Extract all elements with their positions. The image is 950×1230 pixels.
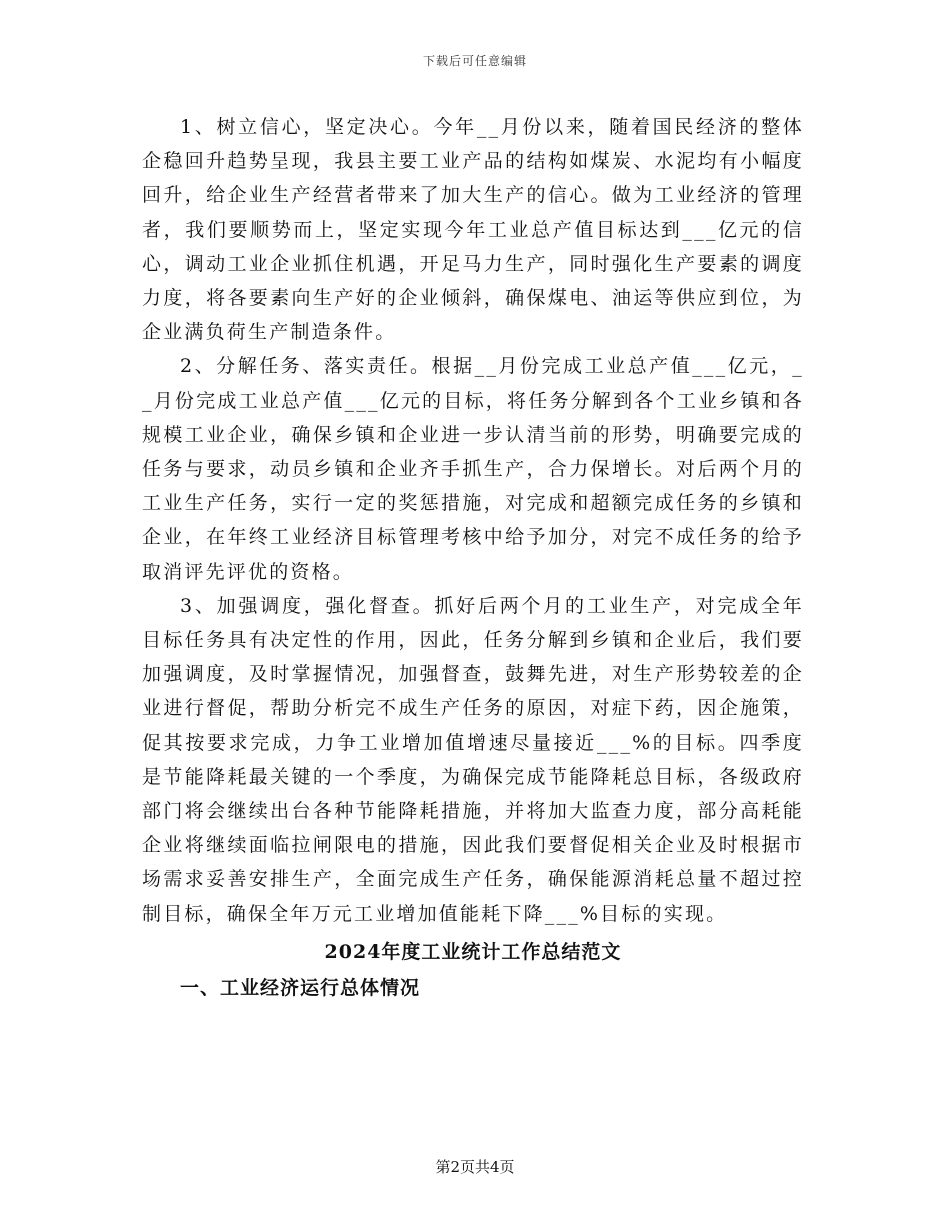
document-body bbox=[142, 110, 804, 1005]
section-heading: 一、工业经济运行总体情况 bbox=[180, 976, 421, 999]
page-header: 下载后可任意编辑 bbox=[422, 54, 527, 68]
paragraph-3: 3、加强调度，强化督查。抓好后两个月的工业生产，对完成全年目标任务具有决定性的作用，因此，任务分解到乡镇和企业后，我们要加强调度，及时掌握情况，加强督查，鼓舞先进，对生产形势较差的企业进行督促，帮助分析完不成生产任务的原因，对症下药，因企施策，促其按要求完成，力争工业增加值增速尽量接近___%的目标。四季度是节能降耗最关键的一个季度，为确保完成节能降耗总目标，各级政府部门将会继续出台各种节能降耗措施，并将加大监查力度，部分高耗能企业将继续面临拉闸限电的措施，因此我们要督促相关企业及时根据市场需求妥善安排生产，全面完成生产任务，确保能源消耗总量不超过控制目标，确保全年万元工业增加值能耗下降___%目标的实现。 bbox=[142, 594, 804, 925]
paragraph-2: 2、分解任务、落实责任。根据__月份完成工业总产值___亿元，__月份完成工业总产值___亿元的目标，将任务分解到各个工业乡镇和各规模工业企业，确保乡镇和企业进一步认清当前的形势，明确要完成的任务与要求，动员乡镇和企业齐手抓生产，合力保增长。对后两个月的工业生产任务，实行一定的奖惩措施，对完成和超额完成任务的乡镇和企业，在年终工业经济目标管理考核中给予加分，对完不成任务的给予取消评先评优的资格。 bbox=[142, 355, 804, 583]
document-title: 2024年度工业统计工作总结范文 bbox=[324, 940, 622, 963]
page-number: 第2页共4页 bbox=[435, 1158, 515, 1176]
paragraph-1: 1、树立信心，坚定决心。今年__月份以来，随着国民经济的整体企稳回升趋势呈现，我县主要工业产品的结构如煤炭、水泥均有小幅度回升，给企业生产经营者带来了加大生产的信心。做为工业经济的管理者，我们要顺势而上，坚定实现今年工业总产值目标达到___亿元的信心，调动工业企业抓住机遇，开足马力生产，同时强化生产要素的调度力度，将各要素向生产好的企业倾斜，确保煤电、油运等供应到位，为企业满负荷生产制造条件。 bbox=[142, 116, 804, 344]
